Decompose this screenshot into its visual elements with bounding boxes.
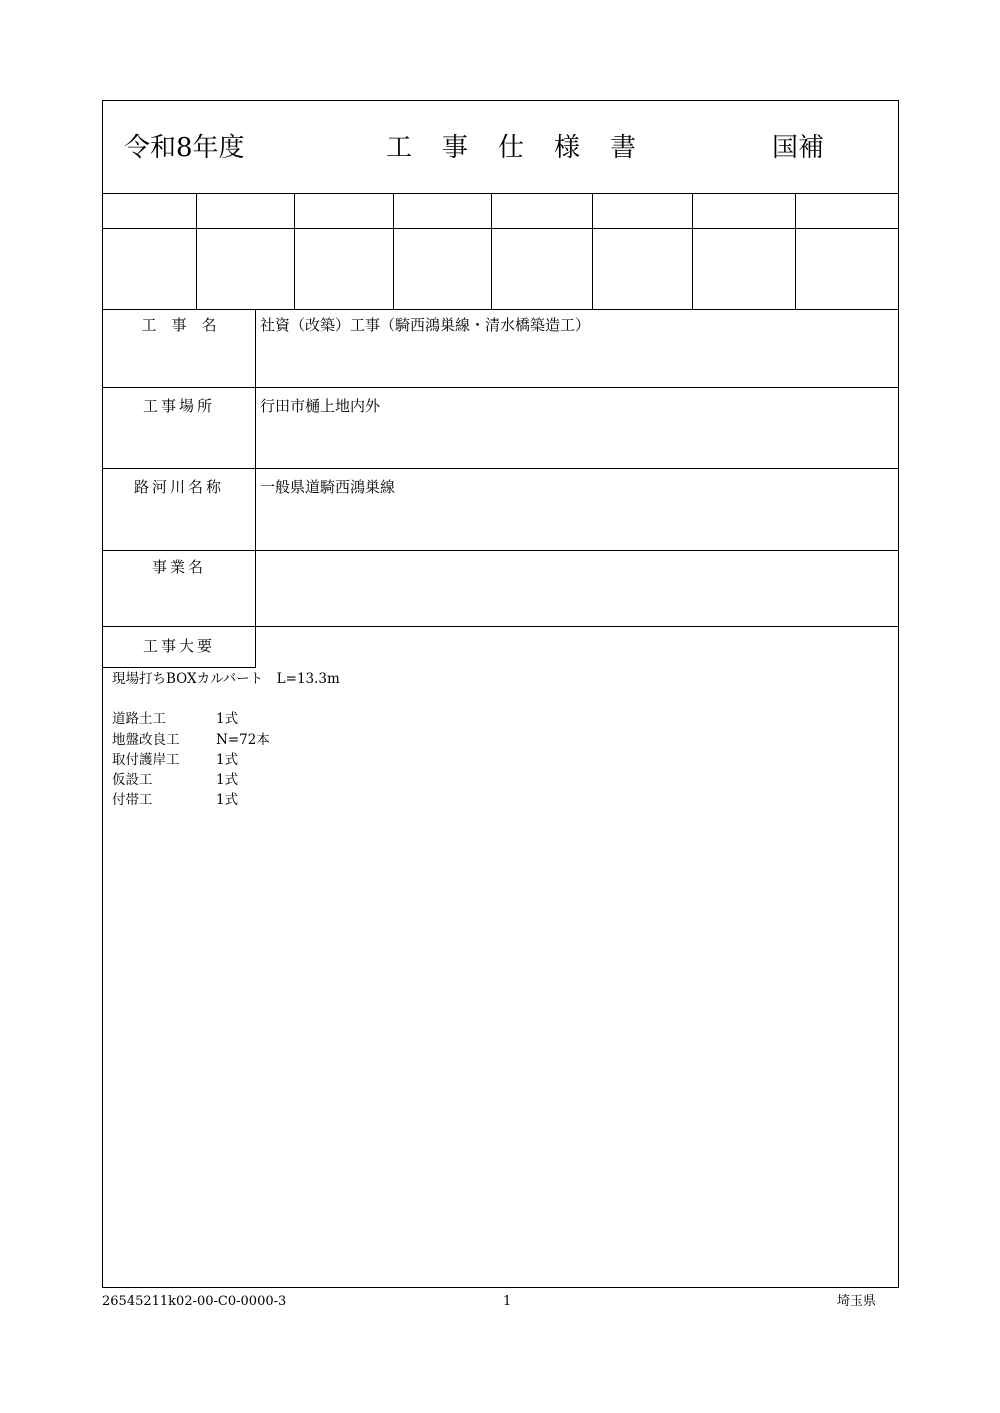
summary-item-name: 取付護岸工 — [112, 751, 180, 768]
stamp-divider — [692, 193, 693, 309]
summary-headline: 現場打ちBOXカルバート L=13.3m — [112, 671, 340, 687]
fiscal-year: 令和8年度 — [124, 133, 245, 163]
project-summary — [112, 669, 340, 810]
label-project-summary: 工事大要 — [142, 637, 215, 655]
label-business-name: 事業名 — [151, 558, 206, 576]
rule-field-1 — [102, 387, 899, 388]
summary-item — [112, 790, 340, 810]
rule-field-2 — [102, 468, 899, 469]
value-project-location: 行田市樋上地内外 — [260, 397, 381, 415]
summary-item-qty: 1式 — [216, 771, 239, 788]
stamp-divider — [196, 193, 197, 309]
rule-field-4 — [102, 626, 899, 627]
stamp-divider — [294, 193, 295, 309]
summary-item — [112, 709, 340, 729]
footer-page-number: 1 — [503, 1294, 512, 1309]
label-column-divider — [255, 309, 256, 667]
stamp-divider — [592, 193, 593, 309]
summary-item-qty: 1式 — [216, 751, 239, 768]
summary-item-qty: 1式 — [216, 792, 239, 809]
summary-item-name: 仮設工 — [112, 771, 153, 788]
rule-summary-label — [102, 667, 256, 668]
document-title: 工 事 仕 様 書 — [386, 133, 639, 163]
summary-item-name: 道路土工 — [112, 711, 166, 728]
label-project-location: 工事場所 — [142, 397, 215, 415]
rule-stamp-row — [102, 228, 899, 229]
summary-item — [112, 770, 340, 790]
stamp-divider — [393, 193, 394, 309]
summary-spacer — [112, 689, 340, 709]
footer-prefecture: 埼玉県 — [837, 1294, 877, 1309]
summary-item-name: 付帯工 — [112, 792, 153, 809]
subsidy-mark: 国補 — [772, 133, 825, 163]
footer-doc-code: 26545211k02-00-C0-0000-3 — [102, 1294, 287, 1309]
stamp-divider — [491, 193, 492, 309]
summary-item-qty: N=72本 — [216, 731, 270, 748]
value-road-river-name: 一般県道騎西鴻巣線 — [260, 478, 396, 496]
summary-item-name: 地盤改良工 — [112, 731, 180, 748]
label-road-river-name: 路河川名称 — [133, 478, 224, 496]
rule-stamp-bottom — [102, 309, 899, 310]
value-project-name: 社資（改築）工事（騎西鴻巣線・清水橋築造工） — [260, 316, 591, 334]
summary-item-qty: 1式 — [216, 711, 239, 728]
summary-item — [112, 750, 340, 770]
rule-header-bottom — [102, 193, 899, 194]
rule-field-3 — [102, 550, 899, 551]
summary-item — [112, 730, 340, 750]
stamp-divider — [795, 193, 796, 309]
label-project-name: 工 事 名 — [141, 316, 217, 334]
